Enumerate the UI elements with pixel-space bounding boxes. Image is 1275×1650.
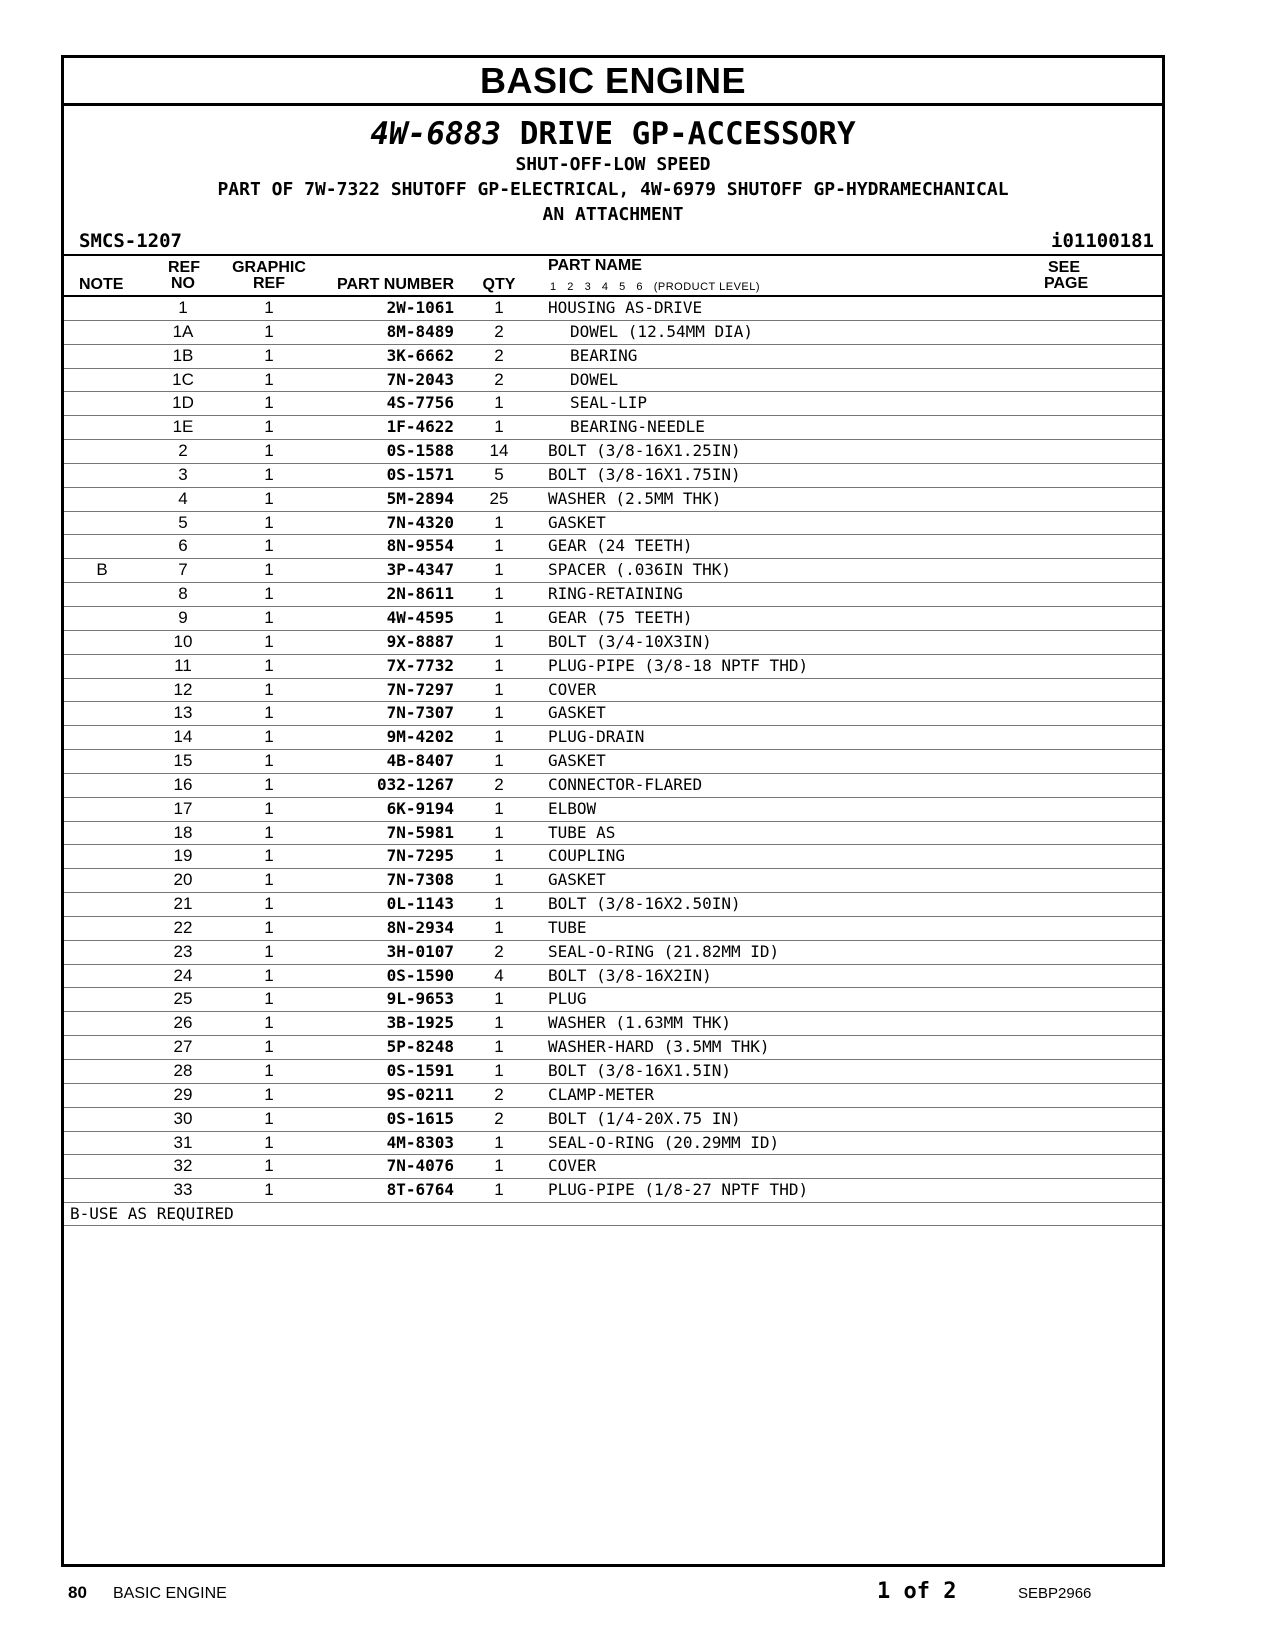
page-number: 80 — [68, 1583, 87, 1602]
table-row — [64, 392, 1162, 416]
part-number-cell: 2W-1061 — [386, 298, 454, 317]
qty-cell: 2 — [494, 321, 504, 341]
part-number-cell: 3P-4347 — [386, 560, 454, 580]
part-name-cell: SEAL-O-RING (21.82MM ID) — [548, 941, 780, 961]
sheet-indicator: 1 of 2 — [877, 1579, 957, 1604]
part-name-cell: GASKET — [548, 870, 606, 890]
table-row — [64, 1060, 1162, 1084]
qty-cell: 1 — [494, 607, 504, 627]
group-title — [64, 116, 1162, 152]
qty-cell: 1 — [494, 727, 504, 747]
part-name-cell: PLUG — [548, 989, 587, 1009]
table-row — [64, 440, 1162, 464]
part-name-cell: TUBE — [548, 917, 587, 937]
part-name-cell: COVER — [548, 1156, 597, 1176]
part-number-cell: 8N-2934 — [386, 917, 454, 937]
graphic-ref-cell: 1 — [264, 1037, 274, 1057]
part-name-cell: TUBE AS — [548, 822, 616, 842]
col-ref-bottom: NO — [171, 275, 195, 292]
part-name-cell: PLUG-PIPE (1/8-27 NPTF THD) — [548, 1180, 809, 1200]
part-number-cell: 9X-8887 — [386, 631, 454, 651]
part-number-cell: 5P-8248 — [386, 1037, 454, 1057]
part-name-cell: SEAL-LIP — [570, 393, 648, 413]
part-number-cell: 0S-1571 — [386, 464, 454, 484]
part-name-cell: COUPLING — [548, 846, 626, 866]
graphic-ref-cell: 1 — [264, 536, 274, 556]
table-row — [64, 822, 1162, 846]
graphic-ref-cell: 1 — [264, 941, 274, 961]
part-name-cell: BOLT (3/8-16X2IN) — [548, 965, 712, 985]
graphic-ref-cell: 1 — [264, 1084, 274, 1104]
graphic-ref-cell: 1 — [264, 1061, 274, 1080]
qty-cell: 1 — [494, 703, 504, 723]
table-row — [64, 702, 1162, 726]
document-id: SEBP2966 — [1018, 1585, 1092, 1602]
graphic-ref-cell: 1 — [264, 488, 274, 508]
ref-no-cell: 19 — [173, 846, 193, 866]
table-row — [64, 488, 1162, 512]
ref-no-cell: 8 — [178, 584, 188, 604]
part-number-cell: 4M-8303 — [386, 1132, 454, 1152]
col-see-top: SEE — [1047, 259, 1080, 276]
ref-no-cell: 33 — [173, 1180, 193, 1200]
part-name-cell: GASKET — [548, 703, 606, 723]
graphic-ref-cell: 1 — [264, 679, 274, 699]
part-number-cell: 4W-4595 — [386, 607, 454, 627]
part-name-cell: WASHER (2.5MM THK) — [548, 488, 722, 508]
ref-no-cell: 17 — [173, 798, 193, 818]
qty-cell: 1 — [494, 1061, 504, 1080]
ref-no-cell: 27 — [173, 1037, 193, 1057]
section-title: BASIC ENGINE — [64, 58, 1162, 106]
graphic-ref-cell: 1 — [264, 1108, 274, 1128]
table-row — [64, 679, 1162, 703]
col-part-name: PART NAME — [548, 257, 642, 274]
col-qty: QTY — [482, 276, 516, 293]
qty-cell: 1 — [494, 536, 504, 556]
part-name-cell: GASKET — [548, 751, 606, 771]
graphic-ref-cell: 1 — [264, 822, 274, 842]
part-name-cell: PLUG-PIPE (3/8-18 NPTF THD) — [548, 655, 809, 675]
table-row — [64, 1155, 1162, 1179]
graphic-ref-cell: 1 — [264, 917, 274, 937]
qty-cell: 1 — [494, 298, 504, 317]
col-product-levels: 1 2 3 4 5 6 (PRODUCT LEVEL) — [550, 281, 761, 293]
part-number-cell: 032-1267 — [376, 774, 454, 794]
ref-no-cell: 1D — [172, 393, 194, 413]
qty-cell: 1 — [494, 846, 504, 866]
ref-no-cell: 12 — [173, 679, 193, 699]
graphic-ref-cell: 1 — [264, 369, 274, 389]
part-name-cell: GEAR (75 TEETH) — [548, 607, 693, 627]
part-number-cell: 7N-7297 — [386, 679, 454, 699]
qty-cell: 1 — [494, 584, 504, 604]
graphic-ref-cell: 1 — [264, 607, 274, 627]
part-number-cell: 7N-7295 — [386, 846, 454, 866]
part-name-cell: BOLT (3/8-16X1.5IN) — [548, 1061, 732, 1080]
ref-no-cell: 2 — [178, 441, 188, 461]
page-footer — [0, 1581, 1275, 1611]
parts-table-body — [64, 297, 1162, 1203]
part-name-cell: WASHER-HARD (3.5MM THK) — [548, 1037, 770, 1057]
qty-cell: 1 — [494, 894, 504, 914]
table-row — [64, 798, 1162, 822]
table-row — [64, 750, 1162, 774]
table-row — [64, 941, 1162, 965]
part-number-cell: 7N-7307 — [386, 703, 454, 723]
part-name-cell: BEARING — [570, 345, 638, 365]
document-identifier: i01100181 — [1051, 230, 1154, 252]
part-number-cell: 0S-1590 — [386, 965, 454, 985]
group-subtitle: SHUT-OFF-LOW SPEED — [515, 154, 711, 175]
ref-no-cell: 3 — [178, 464, 188, 484]
graphic-ref-cell: 1 — [264, 1180, 274, 1200]
qty-cell: 1 — [494, 560, 504, 580]
part-name-cell: BOLT (1/4-20X.75 IN) — [548, 1108, 741, 1128]
table-row — [64, 369, 1162, 393]
graphic-ref-cell: 1 — [264, 894, 274, 914]
part-name-cell: DOWEL — [570, 369, 619, 389]
ref-no-cell: 18 — [173, 822, 193, 842]
qty-cell: 1 — [494, 989, 504, 1009]
part-name-cell: GEAR (24 TEETH) — [548, 536, 693, 556]
part-number-cell: 0L-1143 — [386, 894, 454, 914]
table-row — [64, 1084, 1162, 1108]
qty-cell: 14 — [489, 441, 509, 461]
part-number-cell: 2N-8611 — [386, 584, 454, 604]
table-row — [64, 607, 1162, 631]
table-row — [64, 1132, 1162, 1156]
ref-no-cell: 30 — [173, 1108, 193, 1128]
part-number-cell: 5M-2894 — [386, 488, 454, 508]
table-row — [64, 655, 1162, 679]
graphic-ref-cell: 1 — [264, 1156, 274, 1176]
graphic-ref-cell: 1 — [264, 774, 274, 794]
part-name-cell: BEARING-NEEDLE — [570, 417, 705, 437]
qty-cell: 1 — [494, 393, 504, 413]
ref-no-cell: 21 — [173, 894, 193, 914]
ref-no-cell: 32 — [173, 1156, 193, 1176]
ref-no-cell: 1A — [172, 321, 194, 341]
table-row — [64, 917, 1162, 941]
graphic-ref-cell: 1 — [264, 584, 274, 604]
part-number-cell: 1F-4622 — [386, 417, 454, 437]
qty-cell: 5 — [494, 464, 504, 484]
table-row — [64, 869, 1162, 893]
part-name-cell: RING-RETAINING — [548, 584, 683, 604]
ref-no-cell: 20 — [173, 870, 193, 890]
group-part-of: PART OF 7W-7322 SHUTOFF GP-ELECTRICAL, 4W-6979 SHUTOFF GP-HYDRAMECHANICAL — [217, 179, 1009, 200]
graphic-ref-cell: 1 — [264, 345, 274, 365]
part-number-cell: 7N-7308 — [386, 870, 454, 890]
ref-no-cell: 1E — [172, 417, 194, 437]
graphic-ref-cell: 1 — [264, 321, 274, 341]
graphic-ref-cell: 1 — [264, 512, 274, 532]
qty-cell: 1 — [494, 655, 504, 675]
col-graphic-top: GRAPHIC — [232, 259, 306, 276]
part-number-cell: 9S-0211 — [386, 1084, 454, 1104]
part-name-cell: CLAMP-METER — [548, 1084, 654, 1104]
ref-no-cell: 24 — [173, 965, 193, 985]
part-number-cell: 4B-8407 — [386, 751, 454, 771]
footnote-row — [64, 1203, 1162, 1226]
parts-page-frame — [61, 55, 1165, 1567]
part-number-cell: 8T-6764 — [386, 1180, 454, 1200]
table-row — [64, 845, 1162, 869]
ref-no-cell: 11 — [174, 655, 192, 675]
qty-cell: 2 — [494, 1108, 504, 1128]
part-name-cell: PLUG-DRAIN — [548, 727, 645, 747]
part-number-cell: 7N-4076 — [386, 1156, 454, 1176]
part-number-cell: 7N-5981 — [386, 822, 454, 842]
part-number-cell: 0S-1591 — [386, 1061, 454, 1080]
table-row — [64, 965, 1162, 989]
graphic-ref-cell: 1 — [264, 298, 274, 317]
qty-cell: 1 — [494, 1132, 504, 1152]
part-number-cell: 8N-9554 — [386, 536, 454, 556]
table-row — [64, 1108, 1162, 1132]
ref-no-cell: 28 — [173, 1061, 193, 1080]
part-name-cell: ELBOW — [548, 798, 597, 818]
part-number-cell: 3B-1925 — [386, 1013, 454, 1033]
qty-cell: 1 — [494, 417, 504, 437]
footer-section: BASIC ENGINE — [113, 1585, 227, 1602]
part-name-cell: CONNECTOR-FLARED — [548, 774, 703, 794]
table-row — [64, 464, 1162, 488]
graphic-ref-cell: 1 — [264, 393, 274, 413]
ref-no-cell: 1C — [172, 369, 194, 389]
col-part-number: PART NUMBER — [336, 276, 454, 293]
ref-no-cell: 16 — [173, 774, 193, 794]
part-name-cell: GASKET — [548, 512, 606, 532]
part-number-cell: 8M-8489 — [386, 321, 454, 341]
part-name-cell: BOLT (3/4-10X3IN) — [548, 631, 712, 651]
graphic-ref-cell: 1 — [264, 965, 274, 985]
ref-no-cell: 22 — [173, 917, 193, 937]
qty-cell: 2 — [494, 345, 504, 365]
table-row — [64, 774, 1162, 798]
group-name: DRIVE GP-ACCESSORY — [519, 116, 856, 152]
table-row — [64, 297, 1162, 321]
part-number-cell: 7N-4320 — [386, 512, 454, 532]
qty-cell: 1 — [494, 870, 504, 890]
ref-no-cell: 29 — [173, 1084, 193, 1104]
ref-no-cell: 15 — [173, 751, 193, 771]
ref-no-cell: 23 — [173, 941, 193, 961]
table-row — [64, 988, 1162, 1012]
table-row — [64, 535, 1162, 559]
table-row — [64, 893, 1162, 917]
ref-no-cell: 1B — [172, 345, 194, 365]
graphic-ref-cell: 1 — [264, 727, 274, 747]
ref-no-cell: 13 — [173, 703, 193, 723]
ref-no-cell: 1 — [178, 298, 188, 317]
qty-cell: 1 — [494, 631, 504, 651]
table-row — [64, 1036, 1162, 1060]
qty-cell: 1 — [494, 679, 504, 699]
graphic-ref-cell: 1 — [264, 846, 274, 866]
part-name-cell: DOWEL (12.54MM DIA) — [570, 321, 754, 341]
ref-no-cell: 4 — [178, 488, 188, 508]
table-row — [64, 1179, 1162, 1203]
qty-cell: 2 — [494, 941, 504, 961]
graphic-ref-cell: 1 — [264, 870, 274, 890]
smcs-code: SMCS-1207 — [79, 230, 182, 252]
part-name-cell: SEAL-O-RING (20.29MM ID) — [548, 1132, 780, 1152]
qty-cell: 4 — [494, 965, 504, 985]
ref-no-cell: 26 — [173, 1013, 193, 1033]
graphic-ref-cell: 1 — [264, 655, 274, 675]
table-row — [64, 631, 1162, 655]
group-header — [64, 106, 1162, 256]
part-number-cell: 7N-2043 — [386, 369, 454, 389]
ref-no-cell: 9 — [178, 607, 188, 627]
group-attachment: AN ATTACHMENT — [542, 204, 684, 225]
table-row — [64, 321, 1162, 345]
graphic-ref-cell: 1 — [264, 751, 274, 771]
col-graphic-bottom: REF — [253, 275, 285, 292]
qty-cell: 1 — [494, 917, 504, 937]
ref-no-cell: 25 — [173, 989, 193, 1009]
part-number-cell: 0S-1588 — [386, 441, 454, 461]
qty-cell: 1 — [494, 751, 504, 771]
part-name-cell: COVER — [548, 679, 597, 699]
part-name-cell: HOUSING AS-DRIVE — [548, 298, 703, 317]
part-number-cell: 4S-7756 — [386, 393, 454, 413]
graphic-ref-cell: 1 — [264, 989, 274, 1009]
qty-cell: 1 — [494, 1180, 504, 1200]
graphic-ref-cell: 1 — [264, 417, 274, 437]
part-name-cell: WASHER (1.63MM THK) — [548, 1013, 732, 1033]
qty-cell: 2 — [494, 369, 504, 389]
graphic-ref-cell: 1 — [264, 798, 274, 818]
col-see-bottom: PAGE — [1044, 275, 1089, 292]
footnote: B-USE AS REQUIRED — [70, 1204, 234, 1224]
qty-cell: 2 — [494, 1084, 504, 1104]
ref-no-cell: 7 — [178, 560, 188, 580]
graphic-ref-cell: 1 — [264, 703, 274, 723]
graphic-ref-cell: 1 — [264, 1013, 274, 1033]
part-number-cell: 9L-9653 — [386, 989, 454, 1009]
part-name-cell: BOLT (3/8-16X2.50IN) — [548, 894, 741, 914]
qty-cell: 1 — [494, 822, 504, 842]
qty-cell: 1 — [494, 1156, 504, 1176]
table-row — [64, 345, 1162, 369]
part-name-cell: BOLT (3/8-16X1.25IN) — [548, 441, 741, 461]
part-number-cell: 3H-0107 — [386, 941, 454, 961]
group-part-number: 4W-6883 — [370, 116, 502, 152]
part-number-cell: 6K-9194 — [386, 798, 454, 818]
table-row — [64, 726, 1162, 750]
ref-no-cell: 14 — [173, 727, 193, 747]
table-row — [64, 583, 1162, 607]
graphic-ref-cell: 1 — [264, 1132, 274, 1152]
qty-cell: 1 — [494, 512, 504, 532]
part-number-cell: 3K-6662 — [386, 345, 454, 365]
note-cell: B — [96, 560, 108, 580]
part-number-cell: 7X-7732 — [386, 655, 454, 675]
graphic-ref-cell: 1 — [264, 464, 274, 484]
qty-cell: 25 — [489, 488, 509, 508]
qty-cell: 1 — [494, 1037, 504, 1057]
graphic-ref-cell: 1 — [264, 441, 274, 461]
ref-no-cell: 5 — [178, 512, 188, 532]
table-row — [64, 512, 1162, 536]
ref-no-cell: 10 — [173, 631, 193, 651]
ref-no-cell: 6 — [178, 536, 188, 556]
graphic-ref-cell: 1 — [264, 631, 274, 651]
graphic-ref-cell: 1 — [264, 560, 274, 580]
qty-cell: 1 — [494, 798, 504, 818]
col-note: NOTE — [79, 276, 124, 293]
part-number-cell: 9M-4202 — [386, 727, 454, 747]
part-name-cell: BOLT (3/8-16X1.75IN) — [548, 464, 741, 484]
part-name-cell: SPACER (.036IN THK) — [548, 560, 732, 580]
ref-no-cell: 31 — [173, 1132, 193, 1152]
table-column-header — [64, 256, 1162, 297]
table-row — [64, 1012, 1162, 1036]
qty-cell: 2 — [494, 774, 504, 794]
col-ref-top: REF — [168, 259, 200, 276]
part-number-cell: 0S-1615 — [386, 1108, 454, 1128]
table-row — [64, 416, 1162, 440]
qty-cell: 1 — [494, 1013, 504, 1033]
table-row — [64, 559, 1162, 583]
